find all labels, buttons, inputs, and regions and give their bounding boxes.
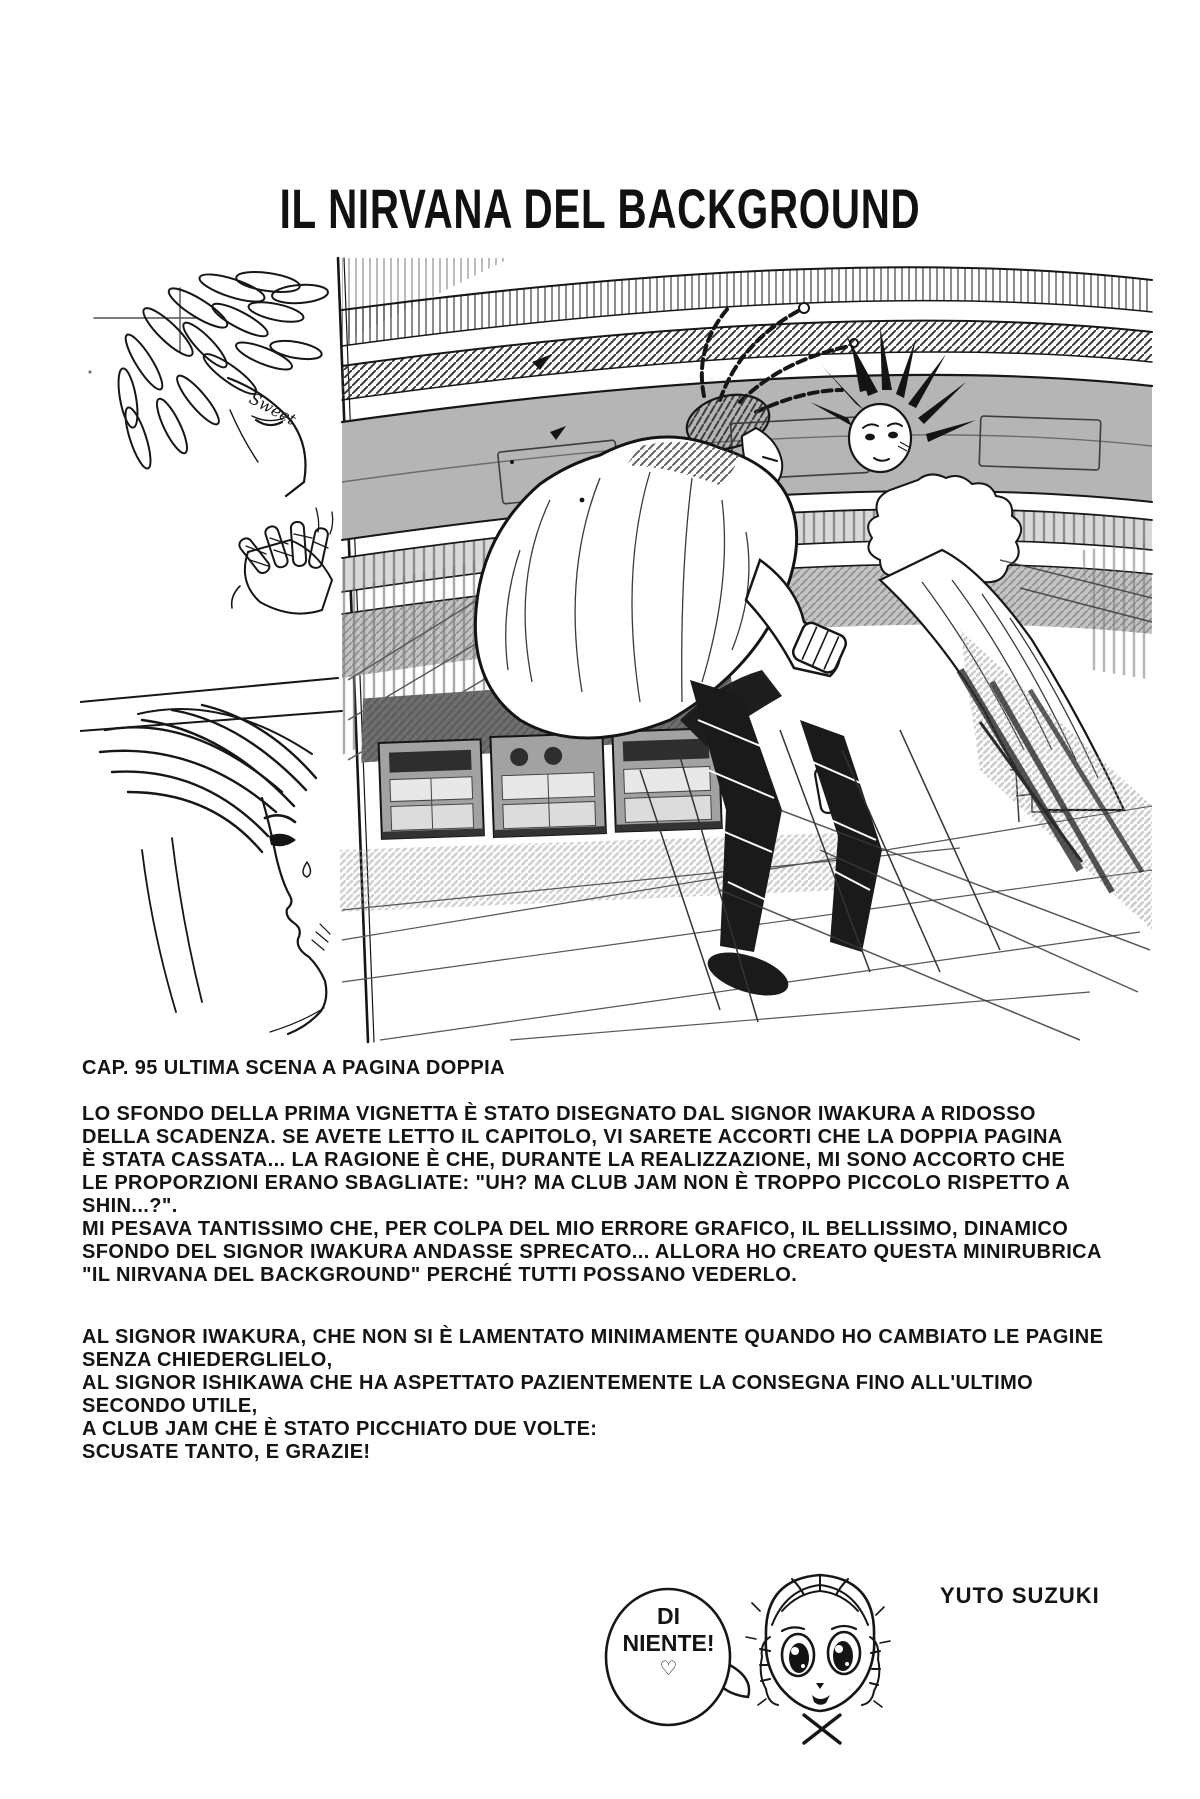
paragraph-line: MI PESAVA TANTISSIMO CHE, PER COLPA DEL MIO ERRORE GRAFICO, IL BELLISSIMO, DINAMICO (82, 1218, 1069, 1240)
sketch-gloved-hand (232, 508, 333, 614)
sketch-crop-marks (89, 288, 199, 374)
manga-artwork (80, 250, 1155, 1045)
paragraph-line: AL SIGNOR ISHIKAWA CHE HA ASPETTATO PAZIENTEMENTE LA CONSEGNA FINO ALL'ULTIMO (82, 1372, 1034, 1394)
paragraph-line: AL SIGNOR IWAKURA, CHE NON SI È LAMENTATO MINIMAMENTE QUANDO HO CAMBIATO LE PAGINE (82, 1326, 1104, 1348)
paragraph-line: SFONDO DEL SIGNOR IWAKURA ANDASSE SPRECATO... ALLORA HO CREATO QUESTA MINIRUBRICA (82, 1241, 1102, 1263)
paragraph-line: SCUSATE TANTO, E GRAZIE! (82, 1441, 371, 1463)
speech-bubble-text (596, 1603, 741, 1681)
paragraph-background-story (82, 1103, 1102, 1287)
sketch-dreadlock-head (115, 269, 329, 496)
bubble-word-2: NIENTE! (622, 1630, 715, 1656)
paragraph-line: È STATA CASSATA... LA RAGIONE È CHE, DURANTE LA REALIZZAZIONE, MI SONO ACCORTO CHE (82, 1149, 1066, 1171)
paragraph-line: SECONDO UTILE, (82, 1395, 258, 1417)
paragraph-line: LE PROPORZIONI ERANO SBAGLIATE: "UH? MA CLUB JAM NON È TROPPO PICCOLO RISPETTO A (82, 1172, 1071, 1194)
paragraph-line: "IL NIRVANA DEL BACKGROUND" PERCHÉ TUTTI POSSANO VEDERLO. (82, 1264, 798, 1286)
bubble-word-1: DI (657, 1603, 680, 1629)
sketch-note: Sweet (246, 388, 300, 430)
author-signature: YUTO SUZUKI (940, 1583, 1100, 1608)
manga-panel-svg (80, 250, 1155, 1045)
paragraph-line: LO SFONDO DELLA PRIMA VIGNETTA È STATO DISEGNATO DAL SIGNOR IWAKURA A RIDOSSO (82, 1103, 1036, 1125)
paragraph-line: SHIN...?". (82, 1195, 178, 1217)
caption-chapter: CAP. 95 ULTIMA SCENA A PAGINA DOPPIA (82, 1057, 505, 1079)
paragraph-line: SENZA CHIEDERGLIELO, (82, 1349, 333, 1371)
paragraph-line: DELLA SCADENZA. SE AVETE LETTO IL CAPITOLO, VI SARETE ACCORTI CHE LA DOPPIA PAGINA (82, 1126, 1063, 1148)
page-title: IL NIRVANA DEL BACKGROUND (279, 177, 921, 240)
heart-icon: ♡ (659, 1658, 678, 1680)
sketch-profile-face (100, 705, 330, 1034)
paragraph-thanks (82, 1326, 1103, 1464)
chibi-character (746, 1575, 890, 1743)
sketch-divider-lines (80, 678, 342, 731)
paragraph-line: A CLUB JAM CHE È STATO PICCHIATO DUE VOLTE: (82, 1418, 598, 1440)
